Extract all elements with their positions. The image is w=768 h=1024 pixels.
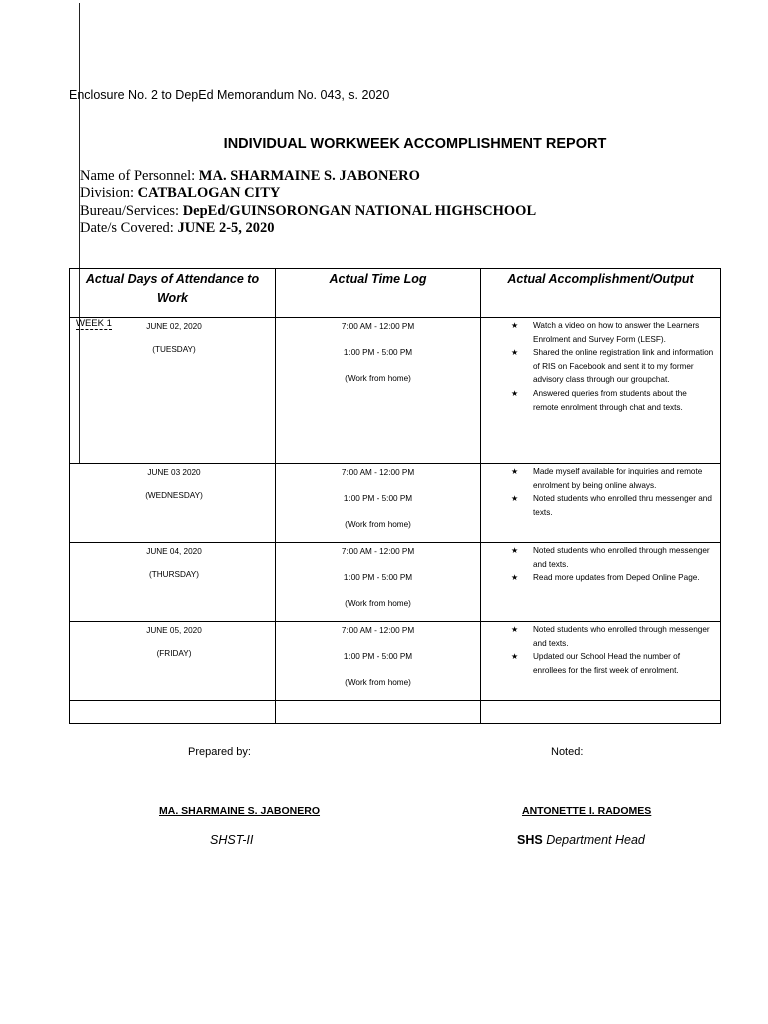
list-item: ★ Read more updates from Deped Online Page. [533,571,714,585]
accomplishment-table [69,268,721,724]
name-label: Name of Personnel: [80,168,196,184]
row-date: JUNE 04, 2020 [146,547,202,556]
day-cell [70,318,276,464]
accomplishment-cell [481,543,721,622]
table-row [70,464,721,543]
preparer-position: SHST-II [210,833,254,847]
time-cell [276,464,481,543]
empty-cell [70,701,276,724]
noter-position [517,833,645,847]
row-date: JUNE 02, 2020 [146,322,202,331]
accomplishment-cell [481,622,721,701]
time-cell [276,622,481,701]
day-cell [70,622,276,701]
noter-name: ANTONETTE I. RADOMES [522,805,652,817]
row-date: JUNE 03 2020 [147,468,201,477]
list-item: ★ Made myself available for inquiries and remote enrolment by being online always. [533,465,714,492]
list-item: ★ Answered queries from students about the remote enrolment through chat and texts. [533,387,714,414]
time-pm: 1:00 PM - 5:00 PM [343,348,413,357]
row-day: (FRIDAY) [156,649,192,658]
day-cell [70,464,276,543]
list-item: ★ Shared the online registration link and information of RIS on Facebook and sent it to my former advisory class through our groupchat. [533,346,714,387]
day-cell [70,543,276,622]
division-value: CATBALOGAN CITY [137,185,281,202]
enclosure-note: Enclosure No. 2 to DepEd Memorandum No. 043, s. 2020 [69,88,390,102]
list-item: ★ Noted students who enrolled thru messenger and texts. [533,492,714,519]
division-row [80,185,536,202]
row-day: (THURSDAY) [149,570,199,579]
empty-cell [481,701,721,724]
accomplishment-cell [481,464,721,543]
name-value: MA. SHARMAINE S. JABONERO [198,168,420,184]
name-row [80,168,536,185]
list-item: ★ Noted students who enrolled through messenger and texts. [533,544,714,571]
time-pm: 1:00 PM - 5:00 PM [343,573,413,582]
personnel-info [80,168,536,237]
table-row-empty [70,701,721,724]
list-item: ★ Noted students who enrolled through messenger and texts. [533,623,714,650]
noter-position-prefix: SHS [517,833,543,847]
list-item: ★ Watch a video on how to answer the Learners Enrolment and Survey Form (LESF). [533,319,714,346]
bureau-row [80,203,536,220]
work-note: (Work from home) [345,520,411,529]
table-row [70,318,721,464]
time-am: 7:00 AM - 12:00 PM [341,468,415,477]
empty-cell [276,701,481,724]
division-label: Division: [80,185,134,202]
work-note: (Work from home) [345,599,411,608]
accomplishment-cell [481,318,721,464]
table-header-row [70,269,721,318]
list-item: ★ Updated our School Head the number of enrollees for the first week of enrolment. [533,650,714,677]
header-time-log: Actual Time Log [276,269,481,318]
bureau-label: Bureau/Services: [80,202,180,219]
time-am: 7:00 AM - 12:00 PM [341,547,415,556]
time-pm: 1:00 PM - 5:00 PM [343,652,413,661]
week-label: WEEK 1 [76,318,112,329]
dates-label: Date/s Covered: [80,219,174,236]
header-attendance: Actual Days of Attendance to Work [70,269,276,318]
work-note: (Work from home) [345,374,411,383]
dates-row [80,220,536,237]
header-accomplishment: Actual Accomplishment/Output [481,269,721,318]
report-title [0,136,768,152]
work-note: (Work from home) [345,678,411,687]
row-date: JUNE 05, 2020 [146,626,202,635]
dates-value: JUNE 2-5, 2020 [177,219,275,236]
time-pm: 1:00 PM - 5:00 PM [343,494,413,503]
report-title-text: INDIVIDUAL WORKWEEK ACCOMPLISHMENT REPORT [223,136,607,152]
preparer-name: MA. SHARMAINE S. JABONERO [159,805,321,817]
time-cell [276,543,481,622]
noter-position-title: Department Head [546,833,645,847]
table-row [70,622,721,701]
bureau-value: DepEd/GUINSORONGAN NATIONAL HIGHSCHOOL [182,202,537,219]
time-am: 7:00 AM - 12:00 PM [341,322,415,331]
noted-label: Noted: [551,746,584,758]
row-day: (TUESDAY) [152,345,196,354]
time-am: 7:00 AM - 12:00 PM [341,626,415,635]
prepared-by-label: Prepared by: [188,746,251,758]
time-cell [276,318,481,464]
row-day: (WEDNESDAY) [145,491,203,500]
table-row [70,543,721,622]
